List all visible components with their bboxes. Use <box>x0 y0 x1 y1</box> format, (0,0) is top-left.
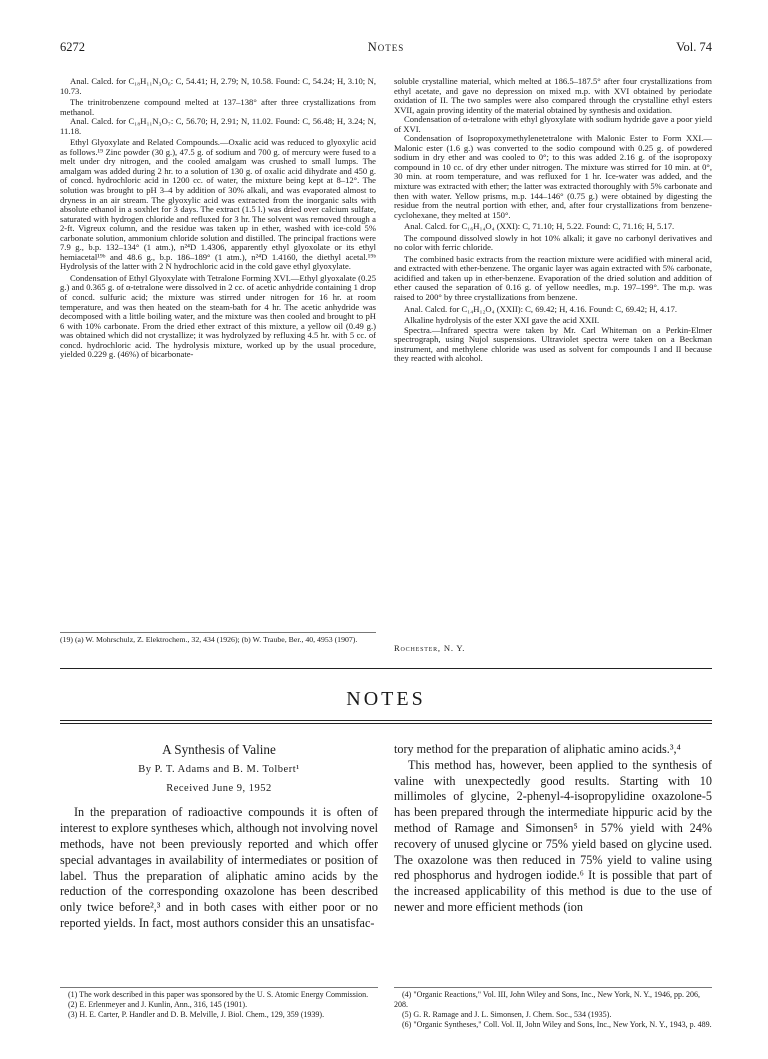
article-title: A Synthesis of Valine <box>162 742 276 757</box>
footnote-text: (19) (a) W. Mohrschulz, Z. Elektrochem., 32, 434 (1926); (b) W. Traube, Ber., 40, 4953 (1907). <box>60 635 358 644</box>
divider <box>60 720 712 721</box>
footnote-text: (3) H. E. Carter, P. Handler and D. B. Melville, J. Biol. Chem., 129, 359 (1939). <box>68 1010 325 1019</box>
article-byline: By P. T. Adams and B. M. Tolbert¹ <box>138 763 300 775</box>
paragraph: Condensation of Ethyl Glyoxylate with Tetralone Forming XVI.—Ethyl glyoxalate (0.25 g.) and 0.365 g. of α-tetralone were dissolved in 2 cc. of acetic anhydride containing 1 drop of concd. sulfuric acid; the mixture was stirred under nitrogen for 16 hr. at room temperature, and was then heated on the steam-bath for 4 hr. The acetic anhydride was decomposed with a little boiling water, and the mixture was then cooled and brought to pH 6 with 10% carbonate. From the dried ether extract of this mixture, a yellow oil (0.49 g.) was obtained which did not crystallize; it was hydrolyzed by refluxing 4.5 hr. with 5 cc. of concd. hydrochloric acid. The hydrolysis mixture, worked up by the usual procedure, yielded 0.229 g. (46%) of bicarbonate- <box>60 272 376 360</box>
article-footnotes-right <box>394 987 712 1030</box>
footnote <box>60 632 376 644</box>
article-left-column <box>60 742 378 932</box>
footnote-text: (1) The work described in this paper was sponsored by the U. S. Atomic Energy Commission. <box>68 990 369 999</box>
paragraph: The combined basic extracts from the reaction mixture were acidified with mineral acid, and extracted with ether-benzene. The organic layer was again extracted with 5% carbonate, acidified and taken up in ether-benzene. Evaporation of the dried solution and addition of ether caused the separation of 0.16 g. of yellow needles, m.p. 197–199°. The m.p. was raised to 200° by three crystallizations from benzene. <box>394 253 712 303</box>
paragraph: Alkaline hydrolysis of the ester XXI gave the acid XXII. <box>404 315 600 326</box>
paragraph: The trinitrobenzene compound melted at 137–138° after three crystallizations from methanol. <box>60 97 376 117</box>
article-footnotes-left <box>60 987 378 1020</box>
upper-left-column <box>60 77 376 360</box>
page-number: 6272 <box>60 40 85 54</box>
footnote-text: (5) G. R. Ramage and J. L. Simonsen, J. Chem. Soc., 534 (1935). <box>402 1010 612 1019</box>
footnote-text: (2) E. Erlenmeyer and J. Kunlin, Ann., 316, 145 (1901). <box>68 1000 248 1009</box>
divider <box>60 723 712 724</box>
article-right-column <box>394 742 712 916</box>
article-received-date: Received June 9, 1952 <box>166 782 272 794</box>
paragraph: Condensation of α-tetralone with ethyl glyoxylate with sodium hydride gave a poor yield of XVI. <box>394 114 712 134</box>
running-title: Notes <box>367 40 405 54</box>
footnote-text: (6) "Organic Syntheses," Coll. Vol. II, John Wiley and Sons, Inc., New York, N. Y., 1943, p. 489. <box>402 1020 712 1029</box>
section-header: NOTES <box>346 688 426 710</box>
paragraph: Ethyl Glyoxylate and Related Compounds.—Oxalic acid was reduced to glyoxylic acid as follows.¹⁹ Zinc powder (30 g.), 47.5 g. of sodium and 700 g. of mercury were fused to a melt under dry nitrogen, and the cooled amalgam was crushed to small lumps. The amalgam was added during 2 hr. to a solution of 130 g. of oxalic acid dihydrate and 450 g. of concd. hydrochloric acid in 1200 cc. of water, the mixture being kept at 8–12°. The solution was brought to pH 3–4 by addition of 30% alkali, and was evaporated almost to dryness in an air stream. The glyoxylic acid was extracted from the inorganic salts with absolute ethanol in a soxhlet for 3 days. The extract (1.5 l.) was dried over calcium sulfate, saturated with hydrogen chloride and refluxed for 3 hr. The solvent was removed through a 2-ft. Vigreux column, and the residue was taken up in ether, washed with ice-cold 5% carbonate solution, ammonium chloride solution and distilled. The principal fractions were 7.9 g., b.p. 132–134° (1 atm.), n²⁴D 1.4306, apparently ethyl glyoxolate or its ethyl hemiacetal¹⁹ᵇ and 48.6 g., b.p. 186–189° (1 atm.), n²⁴D 1.4160, the diethyl acetal.¹⁹ᵇ Hydrolysis of the latter with 2 N hydrochloric acid in the cold gave ethyl glyoxylate. <box>60 137 376 272</box>
paragraph: soluble crystalline material, which melted at 186.5–187.5° after four crystallizations from ethyl acetate, and gave no depression on mixed m.p. with XVI obtained by periodate oxidation of II. The two samples were also compared through the crystalline ethyl esters XVII, again proving identity of the material obtained by synthesis and oxidation. <box>394 76 712 115</box>
volume-number: Vol. 74 <box>676 40 712 54</box>
footnote-text: (4) "Organic Reactions," Vol. III, John Wiley and Sons, Inc., New York, N. Y., 1946, pp. 206, 208. <box>394 990 701 1009</box>
paragraph: Anal. Calcd. for C₁₈H₁₁N₃O₆: C, 54.41; H, 2.79; N, 10.58. Found: C, 54.24; H, 3.10; N, 10.73. <box>60 76 376 96</box>
paragraph: In the preparation of radioactive compounds it is often of interest to explore syntheses which, although not involving novel methods, have not been previously reported and which offer special advantages in availability of intermediates or position of label. Thus the preparation of aliphatic amino acids by the reduction of the corresponding oxazolone has been described only twice before²,³ and in both cases with either poor or no reported yields. In fact, most authors consider this an unsatisfac- <box>60 805 378 930</box>
paragraph: tory method for the preparation of aliphatic amino acids.³,⁴ <box>394 742 681 756</box>
author-location: Rochester, N. Y. <box>394 643 466 653</box>
paragraph: This method has, however, been applied to the synthesis of valine with unexpectedly good results. Starting with 10 millimoles of glycine, 2-phenyl-4-isopropylidine oxazolone-5 has been prepared through the intermediate hippuric acid by the method of Ramage and Simonsen⁵ in 57% yield with 24% recovery of unused glycine or 75% yield based on glycine used. The oxazolone was then reduced in 75% yield to valine using red phosphorus and hydrogen iodide.⁶ It is possible that part of the increased applicability of this method is due to the use of newer and more efficient methods (ion <box>394 757 712 914</box>
upper-right-column <box>394 77 712 364</box>
paragraph: Spectra.—Infrared spectra were taken by Mr. Carl Whiteman on a Perkin-Elmer spectrograph, using Nujol suspensions. Ultraviolet spectra were taken on a Beckman instrument, and methylene chloride was used as solvent for compounds I and II because they reacted with alcohol. <box>394 324 712 364</box>
paragraph: Anal. Calcd. for C₁₈H₁₁N₃O₇: C, 56.70; H, 2.91; N, 11.02. Found: C, 56.48; H, 3.24; N, 11.18. <box>60 116 376 136</box>
paragraph: Anal. Calcd. for C₁₆H₁₄O₄ (XXI): C, 71.10; H, 5.22. Found: C, 71.16; H, 5.17. <box>404 221 675 232</box>
paragraph: The compound dissolved slowly in hot 10% alkali; it gave no carbonyl derivatives and no color with ferric chloride. <box>394 232 712 253</box>
divider <box>60 668 712 669</box>
running-header <box>60 40 712 54</box>
paragraph: Condensation of Isopropoxymethylenetetralone with Malonic Ester to Form XXI.—Malonic ester (1.6 g.) was converted to the sodio compound with 0.25 g. of powdered sodium in dry ether and was cooled to 0°; to this was added 2.16 g. of the isopropoxy compound in 10 cc. of dry ether under nitrogen. The mixture was stirred for 10 min. at 0°, 30 min. at room temperature, and was refluxed for 1 hr. Ice-water was added, and the mixture was extracted with ether; the latter was extracted thoroughly with 5% carbonate and then with water. Yellow prisms, m.p. 144–146° (0.75 g.) were obtained by digesting the residue from the neutral portion with ether, and, after four crystallizations from benzene-cyclohexane, they melted at 150°. <box>394 133 712 220</box>
paragraph: Anal. Calcd. for C₁₄H₁₂O₄ (XXII): C, 69.42; H, 4.16. Found: C, 69.42; H, 4.17. <box>404 303 678 314</box>
